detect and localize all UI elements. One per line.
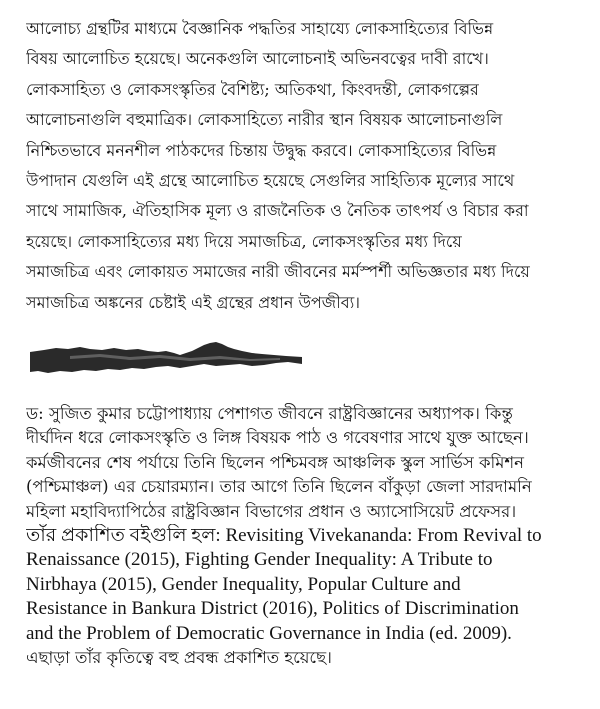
description-line: নিশ্চিতভাবে মননশীল পাঠকদের চিন্তায় উদ্বুদ্ধ করবে। লোকসাহিত্যের বিভিন্ন: [26, 140, 497, 160]
description-line: আলোচ্য গ্রন্থটির মাধ্যমে বৈজ্ঞানিক পদ্ধতির সাহায্যে লোকসাহিত্যের বিভিন্ন: [26, 19, 494, 38]
bio-line: কর্মজীবনের শেষ পর্যায়ে তিনি ছিলেন পশ্চিমবঙ্গ আঞ্চলিক স্কুল সার্ভিস কমিশন: [26, 452, 525, 472]
description-line: হয়েছে। লোকসাহিত্যের মধ্য দিয়ে সমাজচিত্র, লোকসংস্কৃতির মধ্য দিয়ে: [26, 231, 462, 251]
description-line: আলোচনাগুলি বহুমাত্রিক। লোকসাহিত্যে নারীর স্থান বিষয়ক আলোচনাগুলি: [26, 110, 503, 130]
bio-line: এছাড়া তাঁর কৃতিত্বে বহু প্রবন্ধ প্রকাশিত হয়েছে।: [26, 647, 332, 667]
bio-line: মহিলা মহাবিদ্যাপিঠের রাষ্ট্রবিজ্ঞান বিভাগের প্রধান ও অ্যাসোসিয়েট প্রফেসর।: [26, 501, 517, 521]
book-description-paragraph: [26, 14, 586, 318]
bio-line: ড: সুজিত কুমার চট্টোপাধ্যায় পেশাগত জীবনে রাষ্ট্রবিজ্ঞানের অধ্যাপক। কিন্তু: [26, 404, 513, 423]
description-line: উপাদান যেগুলি এই গ্রন্থে আলোচিত হয়েছে সেগুলির সাহিত্যিক মূল্যের সাথে: [26, 170, 515, 190]
bio-line-books: Nirbhaya (2015), Gender Inequality, Popular Culture and: [26, 573, 461, 595]
bio-line-books: তাঁর প্রকাশিত বইগুলি হল: Revisiting Vivekananda: From Revival to: [26, 524, 542, 546]
bio-line: দীর্ঘদিন ধরে লোকসংস্কৃতি ও লিঙ্গ বিষয়ক পাঠ ও গবেষণার সাথে যুক্ত আছেন।: [26, 428, 529, 448]
description-line: লোকসাহিত্য ও লোকসংস্কৃতির বৈশিষ্ট্য; অতিকথা, কিংবদন্তী, লোকগল্পের: [26, 79, 479, 99]
bio-line-books: Renaissance (2015), Fighting Gender Inequality: A Tribute to: [26, 549, 493, 571]
decorative-mountain-divider: [30, 338, 302, 374]
bio-line: (পশ্চিমাঞ্চল) এর চেয়ারম্যান। তার আগে তিনি ছিলেন বাঁকুড়া জেলা সারদামনি: [26, 477, 532, 497]
author-bio-paragraph: [26, 402, 592, 670]
bio-line-books: and the Problem of Democratic Governance in India (ed. 2009).: [26, 622, 512, 644]
description-line: সাথে সামাজিক, ঐতিহাসিক মূল্য ও রাজনৈতিক ও নৈতিক তাৎপর্য ও বিচার করা: [26, 201, 529, 221]
description-line: সমাজচিত্র অঙ্কনের চেষ্টাই এই গ্রন্থের প্রধান উপজীব্য।: [26, 292, 360, 312]
bio-line-books: Resistance in Bankura District (2016), Politics of Discrimination: [26, 598, 519, 620]
description-line: বিষয় আলোচিত হয়েছে। অনেকগুলি আলোচনাই অভিনবত্বের দাবী রাখে।: [26, 49, 489, 69]
description-line: সমাজচিত্র এবং লোকায়ত সমাজের নারী জীবনের মর্মস্পর্শী অভিজ্ঞতার মধ্য দিয়ে: [26, 262, 530, 282]
